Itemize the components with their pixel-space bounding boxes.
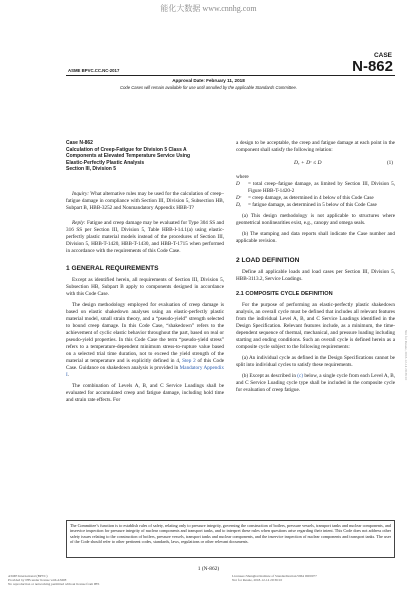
reply-paragraph — [66, 220, 224, 255]
watermark: 能化大数据 www.cnnhg.com — [160, 4, 257, 13]
case-label: CASE — [373, 52, 392, 59]
case-title-line: Components at Elevated Temperature Service Using — [66, 153, 191, 160]
definition-row — [236, 202, 395, 209]
paragraph-text: (b) Except as described in — [242, 373, 298, 379]
side-print: Not for Resale, 2018-12-14 20:36:10 — [404, 330, 408, 381]
paragraph-text: below, a single cycle from each Level A, B, and C Service Loading cycle type shall be included in the composite cycle for evaluation of creep fatigue. — [236, 373, 395, 393]
case-number: N-862 — [352, 58, 393, 75]
definition-text: = creep damage, as determined in 4 below of this Code Case — [248, 195, 374, 201]
reply-label: Reply: — [72, 219, 86, 226]
section-2-paragraph: Define all applicable loads and load cases per Section III, Division 5, HBB-3113.2, Service Loadings. — [236, 269, 395, 282]
committee-function-footnote: The Committee’s function is to establish rules of safety, relating only to pressure integrity, governing the construction of boilers, pressure vessels, transport tanks and nuclear components, and inservice inspection for pressure integrity of nuclear components and transport tanks, and to interpret these rules when questions arise regarding their intent. This Code does not address other safety issues relating to the construction of boilers, pressure vessels, transport tanks and nuclear components, and the inservice inspection of nuclear components and transport tanks. The user of the Code should refer to other pertinent codes, standards, laws, regulations or other relevant documents. — [66, 520, 395, 558]
footer-line: Provided by IHS under license with ASME — [8, 578, 67, 583]
footer-line: ASME International (BPVC) — [8, 574, 48, 578]
relation-intro: a design to be acceptable, the creep and fatigue damage at each point in the component shall satisfy the following relation: — [236, 140, 395, 153]
section-1-heading: 1 GENERAL REQUIREMENTS — [66, 264, 159, 272]
equation-number: (1) — [386, 160, 393, 166]
header-rule — [66, 75, 395, 76]
definition-row — [236, 195, 395, 202]
definition-row — [236, 181, 395, 195]
left-column — [66, 140, 224, 408]
section-2-1-item-a: (a) An individual cycle as defined in the Design Specifications cannot be split into individual cycles to satisfy these requirements. — [236, 355, 395, 368]
paragraph-text: The design methodology employed for evaluation of creep damage is based on elastic shakedown analyses using an elastic-perfectly plastic material model, small strain theory, and a “pseudo-yield” strength selected to bound creep damage. In this Code Case, “shakedown” refers to the achievement of cyclic elastic behavior throughout the part, based on real or pseudo-yield properties. In this Code Case the term “pseudo-yield stress” refers to a temperature-dependent minimum stress-to-rupture value based on a selected trial time duration, not to exceed the yield strength of the material at temperature and is explicitly defined in 4, — [66, 301, 224, 364]
section-2-1-heading: 2.1 COMPOSITE CYCLE DEFINITION — [236, 291, 333, 297]
section-1-paragraph: The combination of Levels A, B, and C Service Loadings shall be evaluated for accumulated creep and fatigue damage, including hold time and strain rate effects. For — [66, 382, 224, 403]
step-2-link[interactable]: Step 2 — [182, 357, 196, 364]
approval-date: Approval Date: February 11, 2018 — [172, 78, 245, 83]
inquiry-text: What alternative rules may be used for the calculation of creep–fatigue damage in compliance with Section III, Division 5, Subsection HB, Subpart B, HBB-3252 and Nonmandatory Appendix HBB-T? — [66, 190, 224, 211]
footer-line: Licensee=Shanghai Institute of Standardization/5964 0000077 — [232, 574, 317, 578]
case-title-line: Calculation of Creep-Fatigue for Division 5 Class A — [66, 146, 187, 153]
equation-block — [236, 158, 395, 170]
item-c-link[interactable]: (c) — [297, 373, 304, 379]
page-number: 1 (N-862) — [197, 566, 220, 572]
publication-id: ASME BPVC.CC.NC-2017 — [68, 68, 120, 73]
case-title-block — [66, 140, 224, 173]
footer-right — [232, 574, 317, 582]
section-2-1-paragraph: For the purpose of performing an elastic-perfectly plastic shakedown analysis, an overall cycle must be defined that includes all relevant features from the individual Level A, B, and C Service Loadings identified in the Design Specification. Relevant features include, as a minimum, the time-dependent sequence of thermal, mechanical, and pressure loading including starting and ending conditions. Such an overall cycle is defined herein as a composite cycle subject to the following requirements: — [236, 302, 395, 350]
definition-text: = total creep–fatigue damage, as limited by Section III, Division 5, Figure HBB-T-1420-2 — [248, 181, 395, 194]
applicability-note: (a) This design methodology is not applicable to structures where geometrical nonlinearities exist, e.g., canopy and omega seals. — [236, 213, 395, 226]
section-1-paragraph — [66, 302, 224, 379]
inquiry-paragraph — [66, 191, 224, 212]
right-column — [236, 140, 395, 398]
section-2-1-item-b — [236, 373, 395, 394]
where-label: where — [236, 174, 249, 180]
case-title-line: Case N-862 — [66, 140, 93, 146]
definition-symbol: D — [236, 181, 240, 187]
footer-line: Not for Resale, 2018-12-14 20:36:10 — [232, 578, 283, 583]
paragraph-text: of this Code Case. Guidance on shakedown analysis is provided in — [66, 357, 224, 371]
paragraph-text: . — [67, 371, 70, 378]
definitions-list — [236, 181, 395, 209]
stamping-note: (b) The stamping and data reports shall indicate the Case number and applicable revision. — [236, 231, 395, 244]
definition-symbol: Dᶜ — [236, 195, 242, 201]
section-1-paragraph: Except as identified herein, all requirements of Section III, Division 5, Subsection HB, Subpart B apply to components designed in accordance with this Code Case. — [66, 276, 224, 297]
footer-left — [8, 574, 99, 587]
footer-line: No reproduction or networking permitted without license from IHS — [8, 582, 100, 587]
inquiry-label: Inquiry: — [72, 190, 89, 197]
case-title-line: Section III, Division 5 — [66, 166, 117, 173]
definition-text: = fatigue damage, as determined in 5 below of this Code Case — [248, 202, 377, 208]
reply-text: Fatigue and creep damage may be evaluated for Type 304 SS and 316 SS per Section III, Division 5, Table HBB-I-14.1(a) using elastic-perfectly plastic material models instead of the procedures of Section III, Division 5, HBB-T-1420, HBB-T-1430, and HBB-T-1715 when performed in accordance with the requirements of this Code Case. — [66, 219, 224, 254]
case-title-line: Elastic-Perfectly Plastic Analysis — [66, 159, 145, 166]
code-cases-note: Code Cases will remain available for use until annulled by the applicable Standards Committee. — [120, 85, 297, 90]
mandatory-appendix-link[interactable]: Mandatory Appendix I — [66, 364, 224, 378]
definition-symbol: Dₑ — [236, 202, 242, 208]
section-2-heading: 2 LOAD DEFINITION — [236, 257, 300, 264]
equation: Dₑ + Dᶜ ≤ D — [294, 160, 322, 166]
